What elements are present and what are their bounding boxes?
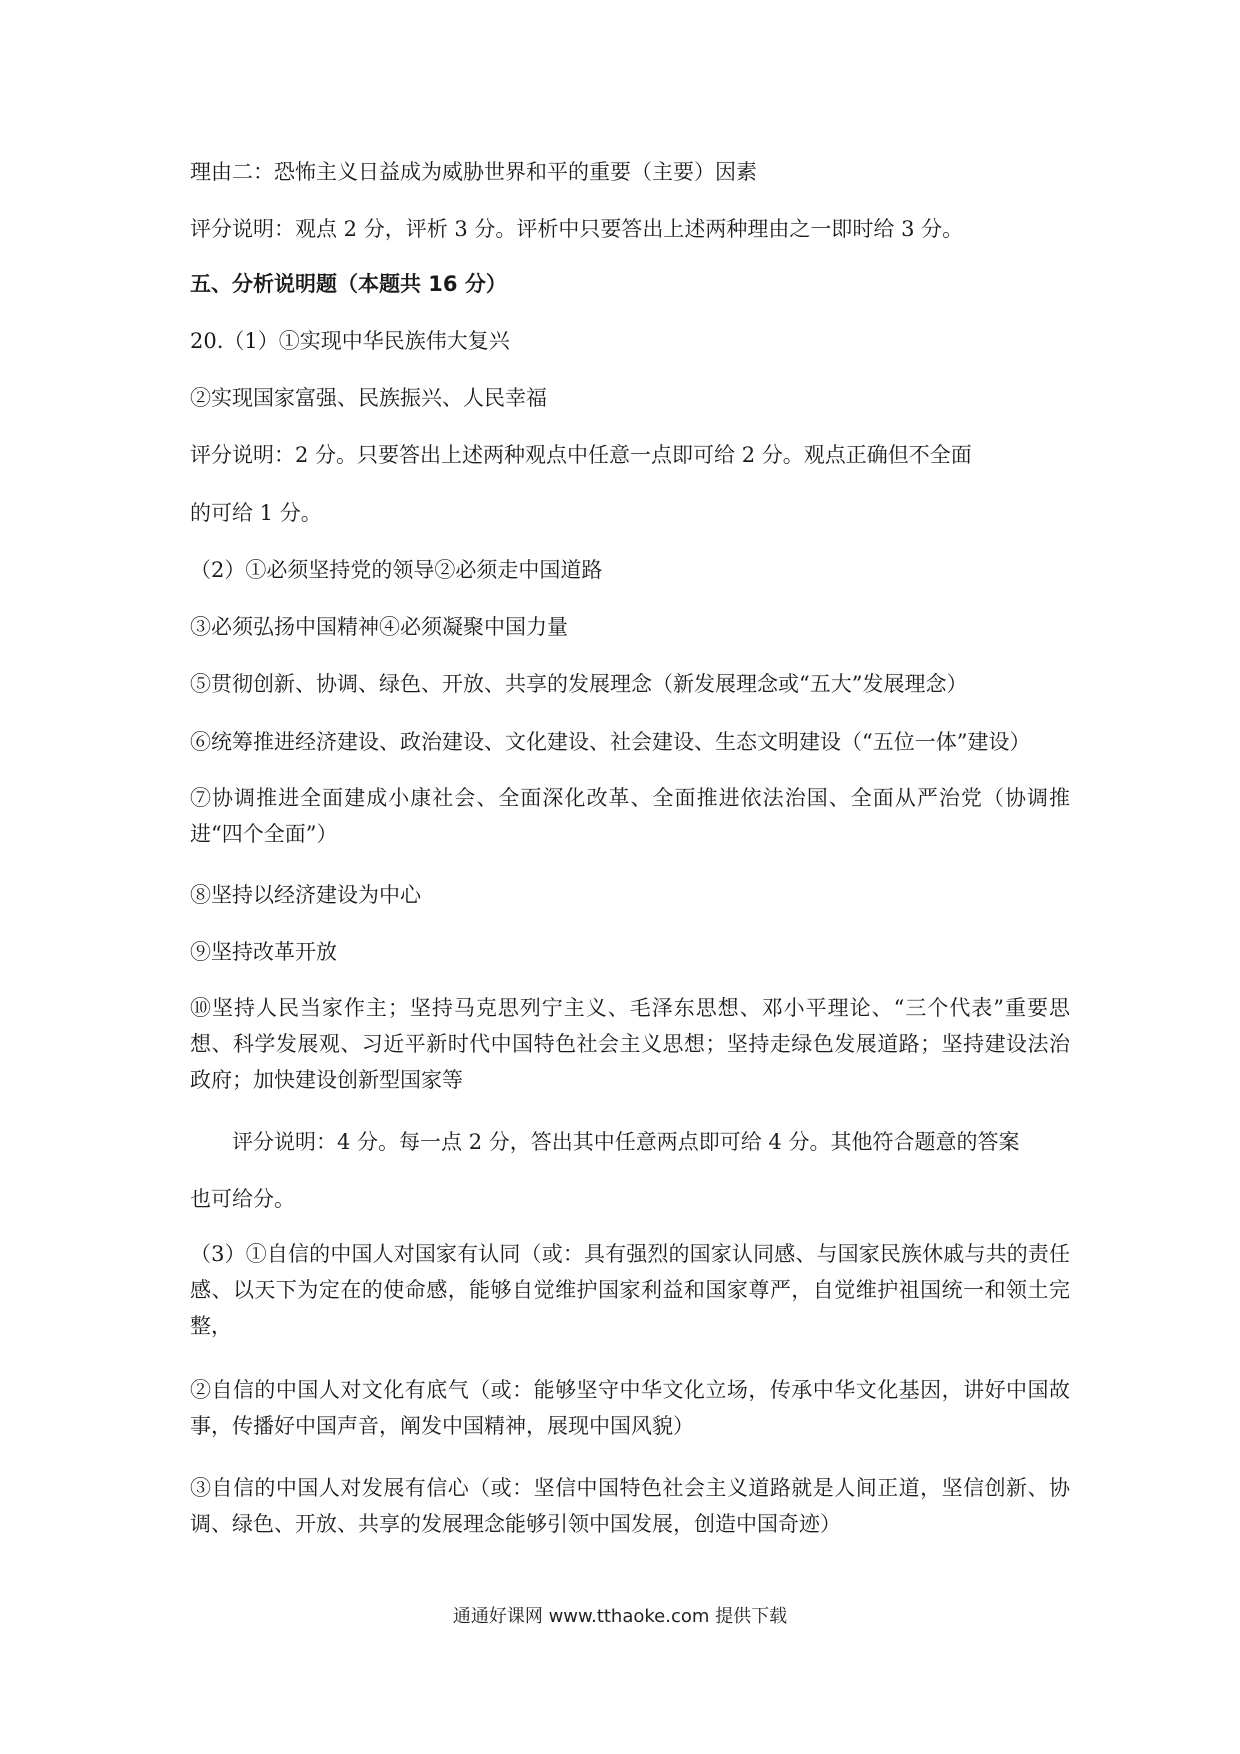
q20-part3-point-1: （3）①自信的中国人对国家有认同（或：具有强烈的国家认同感、与国家民族休戚与共的责任感、以天下为定在的使命感，能够自觉维护国家利益和国家尊严，自觉维护祖国统一和领土完整， [190, 1242, 1070, 1338]
q20-part2-point-8: ⑧坚持以经济建设为中心 [190, 883, 421, 907]
scoring-note-2b: 的可给 1 分。 [190, 501, 322, 525]
q20-part2-points-1-2: （2）①必须坚持党的领导②必须走中国道路 [190, 558, 603, 582]
q20-part2-point-6: ⑥统筹推进经济建设、政治建设、文化建设、社会建设、生态文明建设（“五位一体”建设） [190, 730, 1031, 754]
q20-part3-point-2: ②自信的中国人对文化有底气（或：能够坚守中华文化立场，传承中华文化基因，讲好中国故事，传播好中国声音，阐发中国精神，展现中国风貌） [190, 1378, 1070, 1438]
q20-part2-point-5: ⑤贯彻创新、协调、绿色、开放、共享的发展理念（新发展理念或“五大”发展理念） [190, 672, 968, 696]
scoring-note-3a: 评分说明：4 分。每一点 2 分，答出其中任意两点即可给 4 分。其他符合题意的答案 [232, 1130, 1020, 1154]
q20-part1-point2: ②实现国家富强、民族振兴、人民幸福 [190, 386, 547, 410]
scoring-note-3b: 也可给分。 [190, 1187, 295, 1211]
q20-part2-point-10: ⑩坚持人民当家作主；坚持马克思列宁主义、毛泽东思想、邓小平理论、“三个代表”重要思想、科学发展观、习近平新时代中国特色社会主义思想；坚持走绿色发展道路；坚持建设法治政府；加快建设创新型国家等 [190, 996, 1070, 1092]
section-title: 五、分析说明题（本题共 16 分） [190, 272, 507, 296]
q20-part2-point-7: ⑦协调推进全面建成小康社会、全面深化改革、全面推进依法治国、全面从严治党（协调推进“四个全面”） [190, 786, 1070, 846]
q20-part3-point-3: ③自信的中国人对发展有信心（或：坚信中国特色社会主义道路就是人间正道，坚信创新、协调、绿色、开放、共享的发展理念能够引领中国发展，创造中国奇迹） [190, 1476, 1070, 1536]
scoring-note-1: 评分说明：观点 2 分，评析 3 分。评析中只要答出上述两种理由之一即时给 3 分。 [190, 217, 964, 241]
page-footer: 通通好课网 www.tthaoke.com 提供下载 [452, 1606, 788, 1627]
q20-part1-point1: 20.（1）①实现中华民族伟大复兴 [190, 329, 510, 353]
q20-part2-point-9: ⑨坚持改革开放 [190, 940, 337, 964]
reason-two: 理由二：恐怖主义日益成为威胁世界和平的重要（主要）因素 [190, 160, 757, 184]
q20-part2-points-3-4: ③必须弘扬中国精神④必须凝聚中国力量 [190, 615, 568, 639]
scoring-note-2a: 评分说明：2 分。只要答出上述两种观点中任意一点即可给 2 分。观点正确但不全面 [190, 443, 972, 467]
